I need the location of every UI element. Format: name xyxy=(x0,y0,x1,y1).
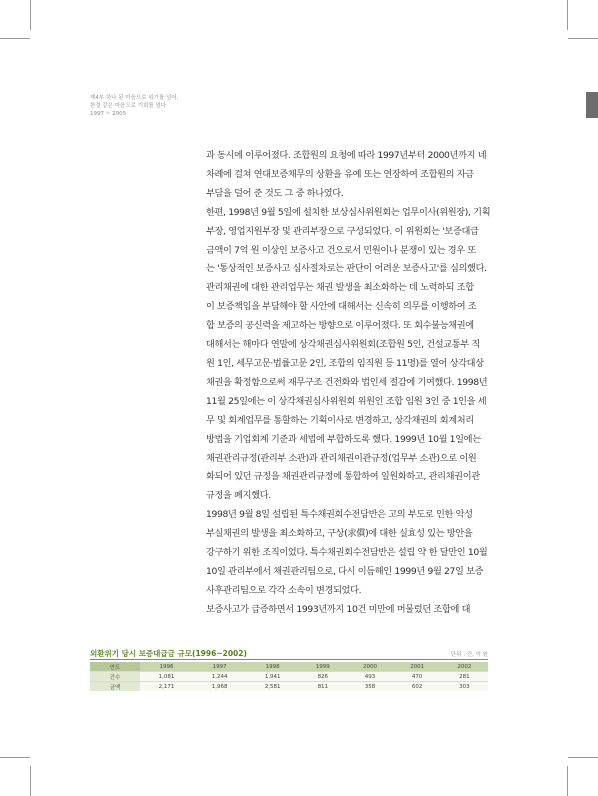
table-cell: 281 xyxy=(441,672,488,682)
table-header-row xyxy=(90,662,488,672)
body-line: 강구하기 위한 조직이었다. 특수채권회수전담반은 설립 약 한 달만인 10월 xyxy=(206,547,488,559)
crop-mark xyxy=(568,757,598,758)
body-line: 11월 25일에는 이 상각채권심사위원회 위원인 조합 임원 3인 중 1인을 세 xyxy=(206,395,487,407)
body-line: 관리채권에 대한 관리업무는 채권 발생을 최소화하는 데 노력하되 조합 xyxy=(206,282,474,294)
crop-mark xyxy=(30,766,31,796)
crop-mark xyxy=(0,38,30,39)
table-year: 1996 xyxy=(140,662,193,672)
body-line: 10일 관리부에서 채권관리팀으로, 다시 이듬해인 1999년 9월 27일 보증 xyxy=(206,565,484,577)
body-line: 화되어 있던 규정을 채권관리규정에 통합하여 일원화하고, 관리채권이관 xyxy=(206,471,480,483)
body-line: 부담을 덜어 준 것도 그 중 하나였다. xyxy=(206,187,344,199)
table-row xyxy=(90,682,488,692)
table-year: 1999 xyxy=(299,662,346,672)
body-line: 채권관리규정(관리부 소관)과 관리채권이관규정(업무부 소관)으로 이원 xyxy=(206,452,477,464)
body-line: 한편, 1998년 9월 5일에 설치한 보상심사위원회는 업무이사(위원장), 기획 xyxy=(206,206,491,218)
running-head-title: 한결 같은 마음으로 기회를 열다 xyxy=(90,103,167,109)
table-cell: 2,171 xyxy=(140,682,193,692)
guarantee-payment-table xyxy=(90,662,488,691)
table-cell: 2,581 xyxy=(246,682,299,692)
body-line: 1998년 9월 8일 설립된 특수채권회수전담반은 고의 부도로 인한 악성 xyxy=(206,509,473,521)
running-head-years: 1997 ~ 2005 xyxy=(90,111,127,117)
table-cell: 1,941 xyxy=(246,672,299,682)
body-line: 부실채권의 발생을 최소화하고, 구상(求償)에 대한 실효성 있는 방안을 xyxy=(206,528,473,540)
crop-mark xyxy=(30,0,31,30)
body-line: 차례에 걸쳐 연대보증채무의 상환을 유예 또는 연장하여 조합원의 자금 xyxy=(206,168,474,180)
table-year: 2001 xyxy=(394,662,441,672)
body-line: 합 보증의 공신력을 제고하는 방향으로 이루어졌다. 또 회수불능채권에 xyxy=(206,320,474,332)
table-row-label: 건수 xyxy=(90,672,140,682)
body-line: 보증사고가 급증하면서 1993년까지 10건 미만에 머물렀던 조합에 대 xyxy=(206,603,471,615)
table-row xyxy=(90,672,488,682)
table-year: 1997 xyxy=(193,662,246,672)
table-cell: 602 xyxy=(394,682,441,692)
body-line: 규정을 폐지했다. xyxy=(206,490,271,502)
table-unit: 단위 : 건, 억 원 xyxy=(450,652,488,658)
table-cell: 1,081 xyxy=(140,672,193,682)
body-line: 대해서는 해마다 연말에 상각채권심사위원회(조합원 5인, 건설교통부 직 xyxy=(206,339,480,351)
table-cell: 303 xyxy=(441,682,488,692)
body-text xyxy=(206,147,492,620)
crop-mark xyxy=(567,766,568,796)
table-cell: 811 xyxy=(299,682,346,692)
body-line: 무 및 회계업무를 통할하는 기획이사로 변경하고, 상각채권의 회계처리 xyxy=(206,414,474,426)
table-cell: 1,244 xyxy=(193,672,246,682)
body-line: 방법을 기업회계 기준과 세법에 부합하도록 했다. 1999년 10월 1일에는 xyxy=(206,433,481,445)
table-year: 2002 xyxy=(441,662,488,672)
crop-mark xyxy=(568,38,598,39)
section-tab-marker xyxy=(586,92,598,118)
table-cell: 1,968 xyxy=(193,682,246,692)
table-row-label: 금액 xyxy=(90,682,140,692)
body-line: 채권을 확정함으로써 재무구조 건전화와 법인세 절감에 기여했다. 1998년 xyxy=(206,376,488,388)
crop-mark xyxy=(567,0,568,30)
body-line: 원 1인, 세무고문·법률고문 2인, 조합의 임직원 등 11명)를 열어 상각대상 xyxy=(206,357,484,369)
table-cell: 470 xyxy=(394,672,441,682)
table-year: 1998 xyxy=(246,662,299,672)
table-rule xyxy=(90,659,488,660)
running-head-part: 제4부 하나 된 마음으로 위기를 넘어, xyxy=(90,95,179,101)
body-line: 사후관리팀으로 각각 소속이 변경되었다. xyxy=(206,584,362,596)
body-line: 이 보증책임을 부담해야 할 사안에 대해서는 신속히 의무를 이행하여 조 xyxy=(206,301,477,313)
body-line: 과 동시에 이루어졌다. 조합원의 요청에 따라 1997년부터 2000년까지 네 xyxy=(206,150,487,161)
crop-mark xyxy=(0,757,30,758)
body-line: 부장, 영업지원부장 및 관리부장으로 구성되었다. 이 위원회는 '보증대급 xyxy=(206,225,479,237)
body-line: 는 '통상적인 보증사고 심사절차로는 판단이 어려운 보증사고'를 심의했다. xyxy=(206,263,487,275)
table-cell: 358 xyxy=(346,682,393,692)
running-head xyxy=(90,94,230,118)
table-header-label: 연도 xyxy=(90,662,140,672)
table-cell: 493 xyxy=(346,672,393,682)
table-cell: 826 xyxy=(299,672,346,682)
body-line: 금액이 7억 원 이상인 보증사고 건으로서 민원이나 분쟁이 있는 경우 또 xyxy=(206,244,476,256)
table-title: 외환위기 당시 보증대급금 규모(1996~2002) xyxy=(90,649,247,658)
table-year: 2000 xyxy=(346,662,393,672)
